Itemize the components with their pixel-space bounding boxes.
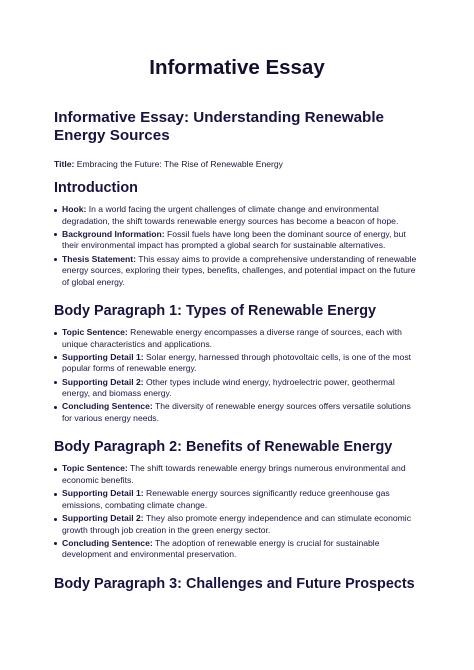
item-label: Background Information: xyxy=(62,228,165,239)
essay-content xyxy=(54,109,420,600)
body-paragraph-1-list xyxy=(54,327,420,424)
item-text: The diversity of renewable energy sources offers versatile solutions for various energy needs. xyxy=(62,401,411,423)
item-label: Supporting Detail 2: xyxy=(62,513,144,524)
item-text: In a world facing the urgent challenges of climate change and environmental degradation, the shift towards renewable energy sources has become a beacon of hope. xyxy=(62,204,399,226)
body-paragraph-1-heading: Body Paragraph 1: Types of Renewable Energy xyxy=(54,303,377,320)
list-item xyxy=(54,377,420,400)
list-item xyxy=(54,463,420,486)
document-title: Informative Essay xyxy=(149,56,325,79)
item-label: Thesis Statement: xyxy=(62,253,137,264)
body-paragraph-2-list xyxy=(54,463,420,560)
item-label: Topic Sentence: xyxy=(62,327,128,338)
list-item xyxy=(54,327,420,350)
essay-title-line xyxy=(54,158,420,170)
item-label: Concluding Sentence: xyxy=(62,537,153,548)
item-label: Topic Sentence: xyxy=(62,463,128,474)
item-label: Supporting Detail 1: xyxy=(62,351,144,362)
item-label: Concluding Sentence: xyxy=(62,401,153,412)
item-text: The adoption of renewable energy is crucial for sustainable development and environmental preservation. xyxy=(62,537,380,560)
introduction-list xyxy=(54,204,420,288)
item-label: Hook: xyxy=(62,204,87,214)
item-label: Supporting Detail 1: xyxy=(62,488,144,499)
title-value: Embracing the Future: The Rise of Renewable Energy xyxy=(76,159,283,169)
list-item xyxy=(54,204,420,227)
list-item xyxy=(54,352,420,375)
item-text: This essay aims to provide a comprehensive understanding of renewable energy sources, exploring their types, benefits, challenges, and potential impact on the future of global energy. xyxy=(62,253,417,287)
list-item xyxy=(54,229,420,252)
item-text: Renewable energy sources significantly reduce greenhouse gas emissions, combating climate change. xyxy=(62,488,390,510)
item-text: Solar energy, harnessed through photovoltaic cells, is one of the most popular forms of renewable energy. xyxy=(62,351,411,374)
introduction-heading: Introduction xyxy=(54,180,138,196)
item-text: They also promote energy independence and can stimulate economic growth through job creation in the green energy sector. xyxy=(62,513,412,535)
body-paragraph-2-heading: Body Paragraph 2: Benefits of Renewable Energy xyxy=(54,439,393,456)
list-item xyxy=(54,513,420,536)
list-item xyxy=(54,401,420,424)
item-text: Other types include wind energy, hydroelectric power, geothermal energy, and biomass energy. xyxy=(62,376,395,399)
list-item xyxy=(54,538,420,561)
item-label: Supporting Detail 2: xyxy=(62,376,144,387)
list-item xyxy=(54,488,420,511)
essay-subtitle: Informative Essay: Understanding Renewable Energy Sources xyxy=(54,109,384,144)
body-paragraph-3-heading: Body Paragraph 3: Challenges and Future Prospects xyxy=(54,575,415,592)
list-item xyxy=(54,254,420,289)
title-label: Title: xyxy=(54,159,75,169)
item-text: The shift towards renewable energy brings numerous environmental and economic benefits. xyxy=(62,463,406,485)
item-text: Fossil fuels have long been the dominant source of energy, but their environmental impact has prompted a global search for sustainable alternatives. xyxy=(62,228,406,251)
item-text: Renewable energy encompasses a diverse range of sources, each with unique characteristics and applications. xyxy=(62,327,402,349)
